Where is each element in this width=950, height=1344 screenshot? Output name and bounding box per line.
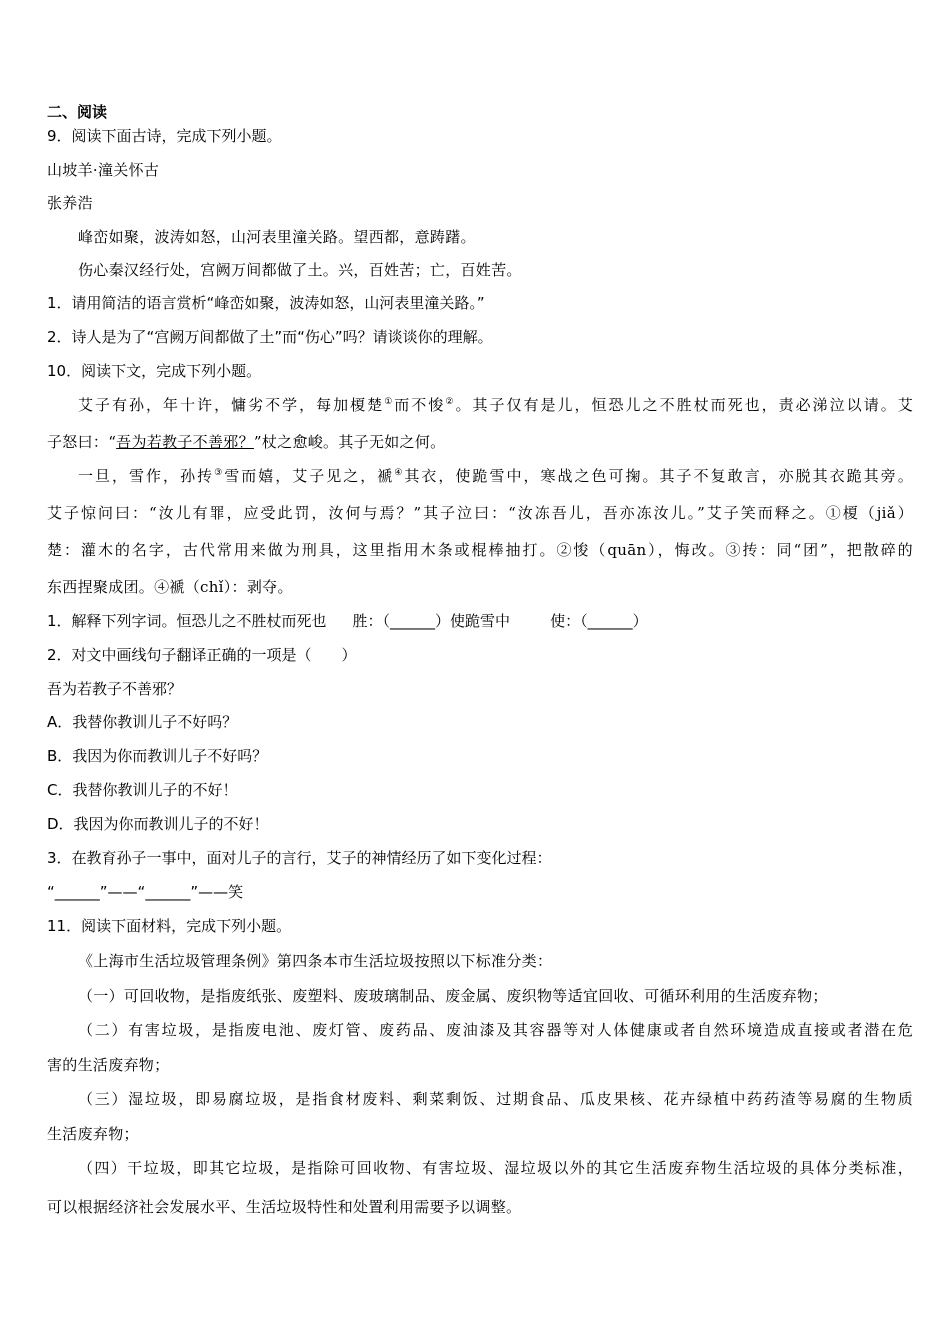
text: 使：（______） xyxy=(550,612,648,630)
option-c: C．我替你教训儿子的不好！ xyxy=(47,781,238,799)
text: 而不悛 xyxy=(394,396,446,414)
q11-intro: 11．阅读下面材料，完成下列小题。 xyxy=(47,917,292,935)
text: 1．解释下列字词。恒恐儿之不胜杖而死也 xyxy=(47,612,327,630)
q10-passage-line-6: 东西捏聚成团。④褫（chǐ）：剥夺。 xyxy=(47,578,293,596)
text: 雪而嬉，艾子见之，褫 xyxy=(224,467,395,485)
q10-sub3-blanks: “______”——“______”——笑 xyxy=(47,883,244,901)
q11-line-5: （三）湿垃圾，即易腐垃圾，是指食材废料、剩菜剩饭、过期食品、瓜皮果核、花卉绿植中药药渣等易腐的生物质 xyxy=(78,1090,913,1108)
q10-intro: 10．阅读下文，完成下列小题。 xyxy=(47,362,262,380)
poem-line-1: 峰峦如聚，波涛如怒，山河表里潼关路。望西都，意踌躇。 xyxy=(78,228,476,246)
q11-line-1: 《上海市生活垃圾管理条例》第四条本市生活垃圾按照以下标准分类： xyxy=(78,952,553,970)
q11-line-3: （二）有害垃圾，是指废电池、废灯管、废药品、废油漆及其容器等对人体健康或者自然环境造成直接或者潜在危 xyxy=(78,1021,913,1039)
text: ”杖之愈峻。其子无如之何。 xyxy=(253,433,446,451)
q9-sub1: 1．请用简洁的语言赏析“峰峦如聚，波涛如怒，山河表里潼关路。” xyxy=(47,294,485,312)
text: 胜：（______）使跪雪中 xyxy=(352,612,511,630)
q10-sub2: 2．对文中画线句子翻译正确的一项是（ ） xyxy=(47,646,357,664)
q10-passage-line-1 xyxy=(78,394,913,416)
q10-passage-line-5: 楚：灌木的名字，古代常用来做为刑具，这里指用木条或棍棒抽打。②悛（quān），悔改。③抟：同“团”，把散碎的 xyxy=(47,541,913,559)
q10-passage-line-4: 艾子惊问曰：“汝儿有罪，应受此罚，汝何与焉？”其子泣曰：“汝冻吾儿，吾亦冻汝儿。”艾子笑而释之。①榎（jiǎ） xyxy=(47,504,913,522)
q10-sub1 xyxy=(47,610,913,632)
poem-line-2: 伤心秦汉经行处，宫阙万间都做了土。兴，百姓苦；亡，百姓苦。 xyxy=(78,261,522,279)
q10-sub3: 3．在教育孙子一事中，面对儿子的言行，艾子的神情经历了如下变化过程： xyxy=(47,849,552,867)
q11-line-4: 害的生活废弃物； xyxy=(47,1056,170,1074)
footnote-marker: ③ xyxy=(214,468,225,478)
option-d: D．我因为你而教训儿子的不好！ xyxy=(47,815,269,833)
q11-line-7: （四）干垃圾，即其它垃圾，是指除可回收物、有害垃圾、湿垃圾以外的其它生活废弃物生活垃圾的具体分类标准， xyxy=(78,1159,913,1177)
q11-line-8: 可以根据经济社会发展水平、生活垃圾特性和处置利用需要予以调整。 xyxy=(47,1198,522,1216)
footnote-marker: ④ xyxy=(394,468,405,478)
text: 其衣，使跪雪中，寒战之色可掬。其子不复敢言，亦脱其衣跪其旁。 xyxy=(404,467,913,485)
q10-passage-line-3 xyxy=(78,465,913,487)
footnote-marker: ② xyxy=(445,397,456,407)
poem-title: 山坡羊·潼关怀古 xyxy=(47,161,160,179)
q10-passage-line-2 xyxy=(47,431,913,453)
text: 艾子有孙，年十许，慵劣不学，每加榎楚 xyxy=(78,396,385,414)
poem-author: 张养浩 xyxy=(47,194,93,212)
q10-sentence: 吾为若教子不善邪？ xyxy=(47,680,183,698)
q11-line-6: 生活废弃物； xyxy=(47,1125,139,1143)
option-b: B．我因为你而教训儿子不好吗？ xyxy=(47,747,268,765)
q9-sub2: 2．诗人是为了“宫阙万间都做了土”而“伤心”吗？请谈谈你的理解。 xyxy=(47,328,493,346)
q11-line-2: （一）可回收物，是指废纸张、废塑料、废玻璃制品、废金属、废织物等适宜回收、可循环利用的生活废弃物； xyxy=(78,987,828,1005)
text: 。其子仅有是儿，恒恐儿之不胜杖而死也，责必涕泣以请。艾 xyxy=(455,396,914,414)
option-a: A．我替你教训儿子不好吗？ xyxy=(47,713,238,731)
text: 子怒曰：“ xyxy=(47,433,117,451)
section-heading: 二、阅读 xyxy=(47,103,108,121)
footnote-marker: ① xyxy=(384,397,395,407)
text: 一旦，雪作，孙抟 xyxy=(78,467,215,485)
underlined-sentence: 吾为若教子不善邪？ xyxy=(116,433,254,451)
q9-intro: 9．阅读下面古诗，完成下列小题。 xyxy=(47,127,282,145)
